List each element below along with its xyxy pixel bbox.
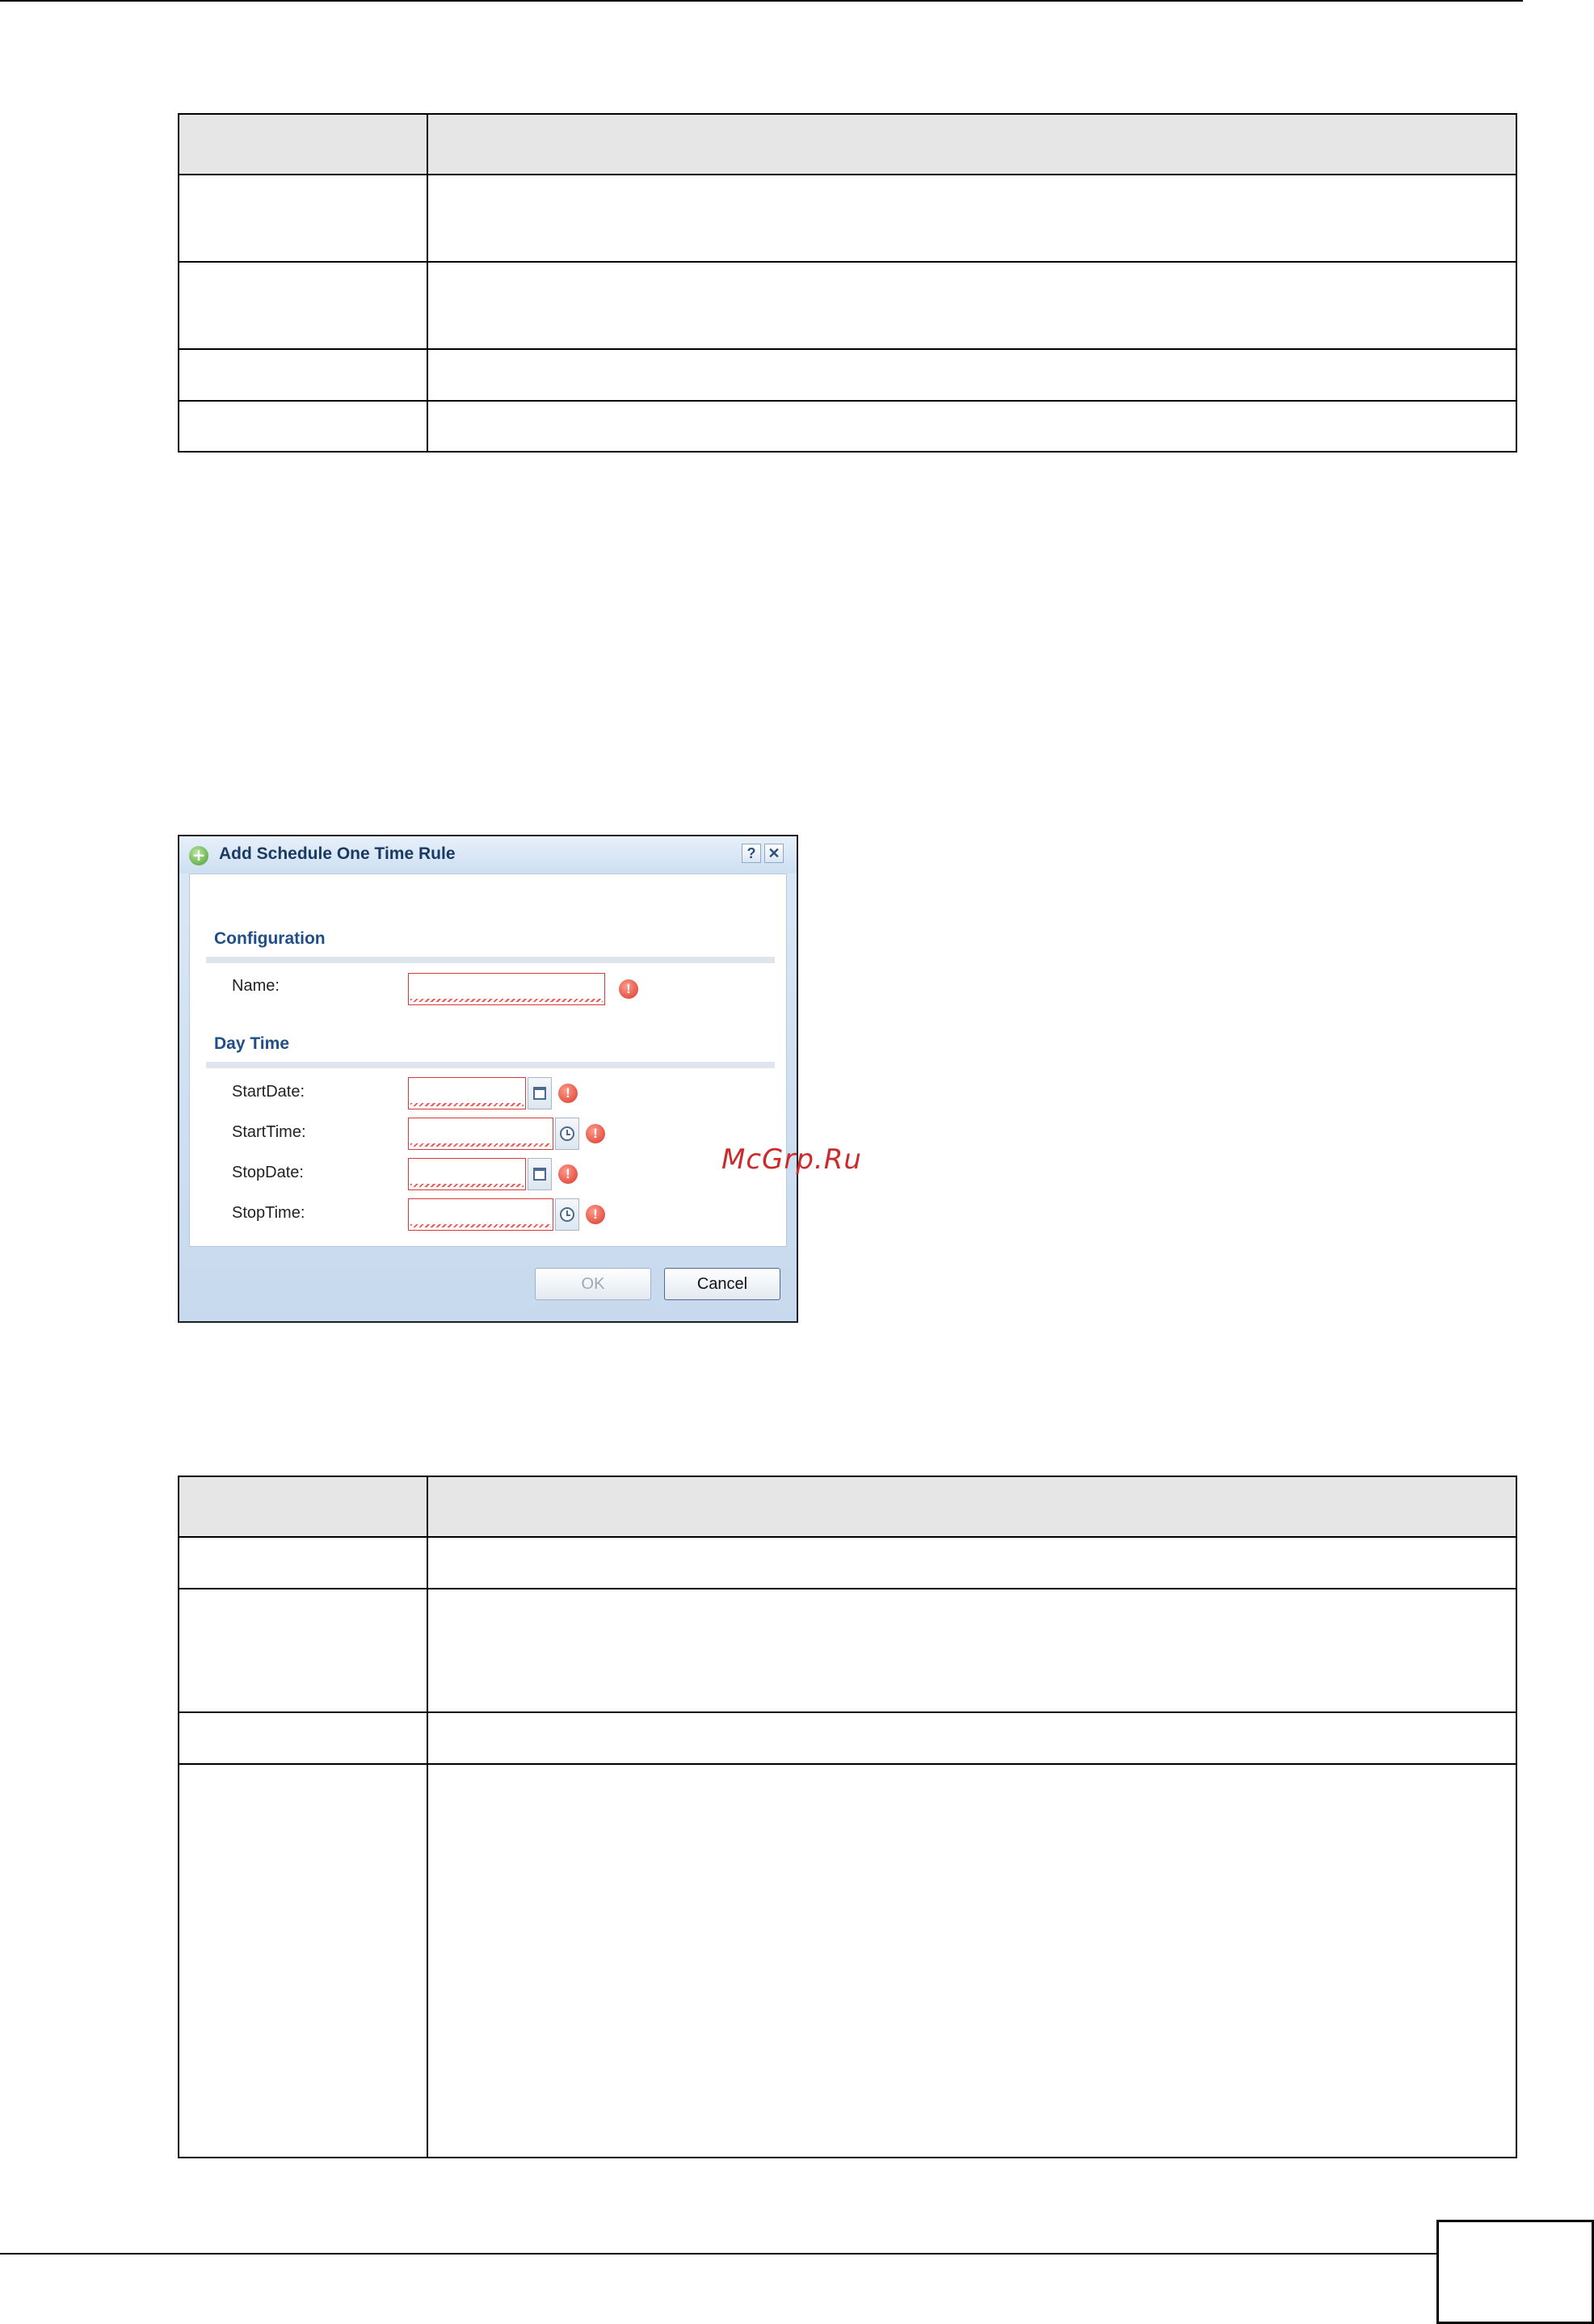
- stop-time-label: StopTime:: [232, 1204, 305, 1222]
- footer-rule: [0, 2253, 1436, 2255]
- clock-icon[interactable]: [555, 1118, 579, 1150]
- page-number-box: [1436, 2220, 1594, 2324]
- name-input[interactable]: [408, 973, 605, 1005]
- start-time-label: StartTime:: [232, 1123, 306, 1141]
- warning-icon: !: [619, 979, 638, 999]
- dialog-title: Add Schedule One Time Rule: [219, 844, 456, 863]
- header-rule: [0, 0, 1523, 2]
- watermark: McGrp.Ru: [721, 1143, 862, 1176]
- table-header-row: [179, 114, 1516, 175]
- warning-icon: !: [558, 1084, 578, 1103]
- table-row: [179, 1589, 1516, 1712]
- table-row: [179, 1537, 1516, 1589]
- description-table-bottom: [178, 1476, 1517, 2158]
- section-divider: [206, 957, 775, 963]
- add-schedule-dialog: [178, 835, 798, 1323]
- description-table-top: [178, 113, 1517, 453]
- table-row: [179, 401, 1516, 452]
- dialog-body: [189, 874, 787, 1247]
- table-row: [179, 262, 1516, 349]
- table-header-row: [179, 1476, 1516, 1537]
- warning-icon: !: [558, 1164, 578, 1184]
- section-day-time: Day Time: [214, 1034, 289, 1053]
- stop-date-input[interactable]: [408, 1158, 526, 1190]
- ok-button[interactable]: OK: [535, 1268, 651, 1300]
- add-icon: +: [189, 846, 208, 865]
- table-row: [179, 1712, 1516, 1764]
- stop-time-input[interactable]: [408, 1198, 553, 1231]
- table-row: [179, 1764, 1516, 2158]
- close-icon[interactable]: ✕: [764, 844, 784, 863]
- section-divider: [206, 1062, 775, 1068]
- calendar-icon[interactable]: [528, 1158, 552, 1190]
- start-date-input[interactable]: [408, 1077, 526, 1109]
- help-icon[interactable]: ?: [742, 844, 761, 863]
- table-row: [179, 175, 1516, 262]
- warning-icon: !: [586, 1205, 605, 1224]
- stop-date-label: StopDate:: [232, 1164, 304, 1181]
- table-row: [179, 349, 1516, 401]
- warning-icon: !: [586, 1124, 605, 1143]
- start-date-label: StartDate:: [232, 1083, 305, 1101]
- name-label: Name:: [232, 977, 280, 995]
- calendar-icon[interactable]: [528, 1077, 552, 1109]
- start-time-input[interactable]: [408, 1118, 553, 1150]
- section-configuration: Configuration: [214, 929, 326, 948]
- dialog-title-bar: [179, 836, 797, 874]
- clock-icon[interactable]: [555, 1198, 579, 1231]
- cancel-button[interactable]: Cancel: [664, 1268, 780, 1300]
